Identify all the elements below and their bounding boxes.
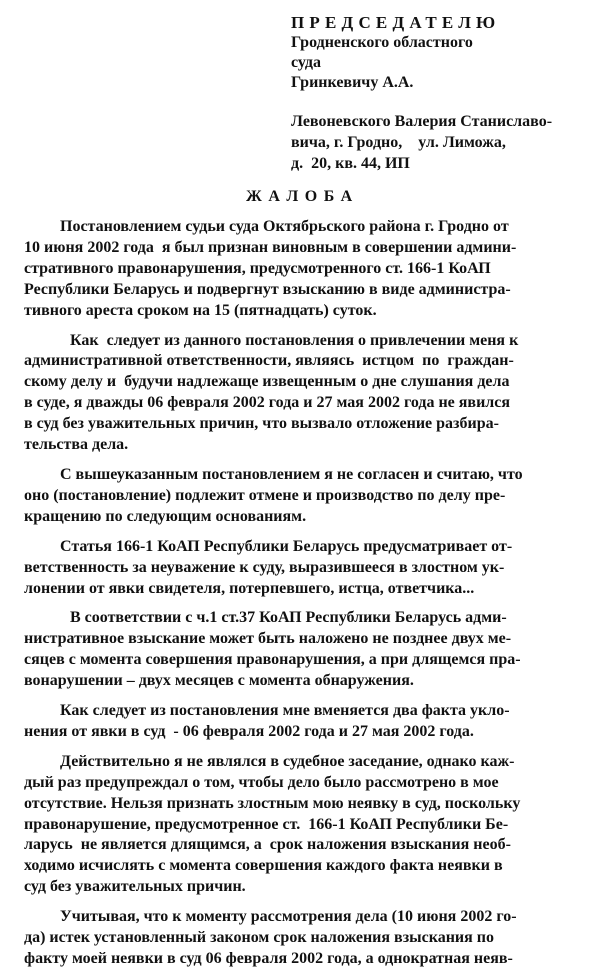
text-line: ларусь не является длящимся, а срок наложения взыскания необ- [24,836,511,854]
text-line: 10 июня 2002 года я был признан виновным в совершении админи- [24,238,517,256]
text-line: лонении от явки свидетеля, потерпевшего, истца, ответчика... [24,579,475,597]
paragraph [24,217,590,322]
text-line: отсутствие. Нельзя признать злостным мою неявку в суд, поскольку [24,794,521,812]
text-line: нистративное взыскание может быть наложено не позднее двух ме- [24,630,512,648]
text-line: в суде, я дважды 06 февраля 2002 года и 27 мая 2002 года не явился [24,394,511,412]
text-line: В соответствии с ч.1 ст.37 КоАП Республики Беларусь адми- [70,609,507,627]
paragraph [24,752,590,898]
paragraph [24,537,590,600]
sender-block [291,111,581,174]
text-line: Статья 166-1 КоАП Республики Беларусь предусматривает от- [60,537,513,555]
addressee-line: суда [291,54,321,71]
paragraph [24,608,590,692]
text-line: нения от явки в суд - 06 февраля 2002 года и 27 мая 2002 года. [24,722,474,740]
text-line: ветственность за неуважение к суду, выразившееся в злостном ук- [24,558,505,576]
text-line: Как следует из данного постановления о привлечении меня к [70,331,519,349]
complaint-body [24,217,590,979]
addressee-title: ПРЕДСЕДАТЕЛЮ [291,13,501,32]
text-line: сяцев с момента совершения правонарушения, а при длящемся пра- [24,651,521,669]
text-line: оно (постановление) подлежит отмене и производство по делу пре- [24,486,506,504]
text-line: административной ответственности, являясь истцом по граждан- [24,352,514,370]
paragraph [24,907,590,970]
sender-line: д. 20, кв. 44, ИП [291,155,410,172]
text-line: Учитывая, что к моменту рассмотрения дела (10 июня 2002 го- [60,908,517,926]
addressee-name: Гринкевичу А.А. [291,74,414,91]
text-line: Как следует из постановления мне вменяется два факта укло- [60,702,510,720]
sender-line: Левоневского Валерия Станиславо- [291,113,553,130]
text-line: ходимо исчислять с момента совершения каждого факта неявки в [24,857,503,875]
addressee-block [291,13,591,93]
text-line: Постановлением судьи суда Октябрьского района г. Гродно от [60,218,509,235]
text-line: да) истек установленный законом срок наложения взыскания по [24,929,495,947]
text-line: факту моей неявки в суд 06 февраля 2002 года, а однократная неяв- [24,950,513,967]
paragraph [24,701,590,743]
text-line: вонарушении – двух месяцев с момента обнаружения. [24,672,414,690]
paragraph [24,465,590,528]
text-line: в суд без уважительных причин, что вызвало отложение разбира- [24,415,499,433]
text-line: тивного ареста сроком на 15 (пятнадцать) суток. [24,301,377,319]
text-line: Республики Беларусь и подвергнут взысканию в виде администра- [24,280,511,298]
text-line: суд без уважительных причин. [24,878,246,896]
text-line: тельства дела. [24,436,129,454]
text-line: правонарушение, предусмотренное ст. 166-1 КоАП Республики Бе- [24,815,509,833]
text-line: Действительно я не являлся в судебное заседание, однако каж- [60,752,515,770]
text-line: скому делу и будучи надлежаще извещенным о дне слушания дела [24,373,510,391]
text-line: кращению по следующим основаниям. [24,507,307,525]
document-title: ЖАЛОБА [246,188,359,205]
text-line: дый раз предупреждал о том, чтобы дело было рассмотрено в мое [24,773,499,791]
sender-line: вича, г. Гродно, ул. Лиможа, [291,134,506,151]
text-line: стративного правонарушения, предусмотренного ст. 166-1 КоАП [24,259,491,277]
paragraph [24,331,590,456]
addressee-line: Гродненского областного [291,34,473,51]
text-line: С вышеуказанным постановлением я не согласен и считаю, что [60,465,523,483]
